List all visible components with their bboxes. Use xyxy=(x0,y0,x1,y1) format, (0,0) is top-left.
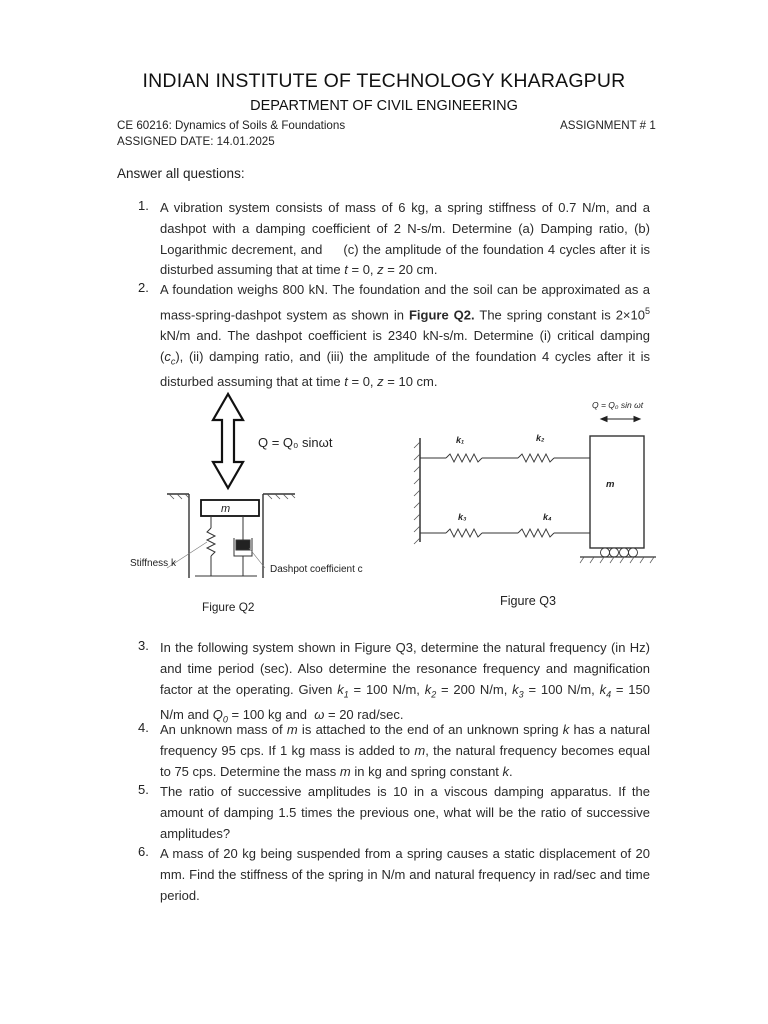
department-title: DEPARTMENT OF CIVIL ENGINEERING xyxy=(250,98,518,114)
double-arrow-icon xyxy=(601,417,640,422)
institute-title: INDIAN INSTITUTE OF TECHNOLOGY KHARAGPUR xyxy=(142,70,626,92)
mass-block xyxy=(590,436,644,548)
question-text: A vibration system consists of mass of 6 kg, a spring stiffness of 0.7 N/m, and a dashpot with a damping coefficient of 2 N-s/m. Determine (a) Damping ratio, (b) Logarithmic decrement, and (c) the amplitude of the foundation 4 cycles after it is disturbed assuming that at time t = 0, z = 20 cm. xyxy=(160,200,650,278)
load-arrow-icon xyxy=(213,394,243,488)
spring-row-top xyxy=(420,454,590,462)
k3-label: k₃ xyxy=(458,512,467,522)
question-1 xyxy=(138,198,650,281)
assigned-date: ASSIGNED DATE: 14.01.2025 xyxy=(117,135,275,148)
k1-label: k₁ xyxy=(456,435,465,445)
course-code: CE 60216: Dynamics of Soils & Foundations xyxy=(117,119,346,132)
figure-q3 xyxy=(410,392,670,614)
load-label: Q = Q₀ sin ωt xyxy=(592,400,644,410)
question-number: 6. xyxy=(138,844,149,859)
mass-label: m xyxy=(221,503,231,515)
wall-hatching xyxy=(414,442,420,544)
question-text: A foundation weighs 800 kN. The foundation and the soil can be approximated as a mass-spring-dashpot system as shown in Figure Q2. The spring constant is $2\times 10^5$ kN/m and. The dashpot coefficient is 2340 kN-s/m. Determine (i) critical damping $(c_c)$, (ii) damping ratio, and (iii) the amplitude of the foundation 4 cycles after it is disturbed assuming that at time t = 0, z = 10 cm. xyxy=(160,282,650,390)
question-number: 4. xyxy=(138,720,149,735)
floor-hatching xyxy=(580,557,654,563)
question-number: 2. xyxy=(138,280,149,295)
question-text: A mass of 20 kg being suspended from a spring causes a static displacement of 20 mm. Find the stiffness of the spring in N/m and natural frequency in rad/sec and time period. xyxy=(160,846,650,903)
spring-icon xyxy=(207,516,215,576)
question-text: In the following system shown in Figure Q3, determine the natural frequency (in Hz) and time period (sec). Also determine the resonance frequency and magnification factor at the operating. Given $k_1 = 100$ N/m, $k_2 = 200$ N/m, $k_3 = 100$ N/m, $k_4 = 150$ N/m and $Q_0 = 100$ kg and ω = 20 rad/sec. xyxy=(160,640,650,725)
question-number: 5. xyxy=(138,782,149,797)
question-text: The ratio of successive amplitudes is 10 in a viscous damping apparatus. If the amount of damping 1.5 times the previous one, what will be the ratio of successive amplitudes? xyxy=(160,784,650,841)
figure-q3-caption: Figure Q3 xyxy=(500,594,556,608)
k2-label: k₂ xyxy=(536,433,545,443)
k4-label: k₄ xyxy=(543,512,552,522)
load-label: Q = Q₀ sinωt xyxy=(258,435,333,450)
figure-q2 xyxy=(125,388,375,613)
instructions: Answer all questions: xyxy=(117,166,245,181)
spring-row-bottom xyxy=(420,529,590,537)
question-5 xyxy=(138,782,650,844)
roller-icon xyxy=(601,548,638,557)
question-6 xyxy=(138,844,650,906)
dashpot-label: Dashpot coefficient c xyxy=(270,564,363,575)
question-number: 3. xyxy=(138,638,149,653)
figure-q2-caption: Figure Q2 xyxy=(202,600,255,614)
question-4 xyxy=(138,720,650,782)
question-number: 1. xyxy=(138,198,149,213)
dashpot-icon xyxy=(234,516,252,576)
stiffness-label: Stiffness k xyxy=(130,558,176,569)
ground-hatching xyxy=(169,494,295,499)
question-text: An unknown mass of m is attached to the end of an unknown spring k has a natural frequency 95 cps. If 1 kg mass is added to m, the natural frequency becomes equal to 75 cps. Determine the mass m in kg and spring constant k. xyxy=(160,722,650,779)
mass-label: m xyxy=(606,479,615,490)
question-2 xyxy=(138,280,650,393)
question-3 xyxy=(138,638,650,730)
assignment-number: ASSIGNMENT # 1 xyxy=(560,119,656,132)
